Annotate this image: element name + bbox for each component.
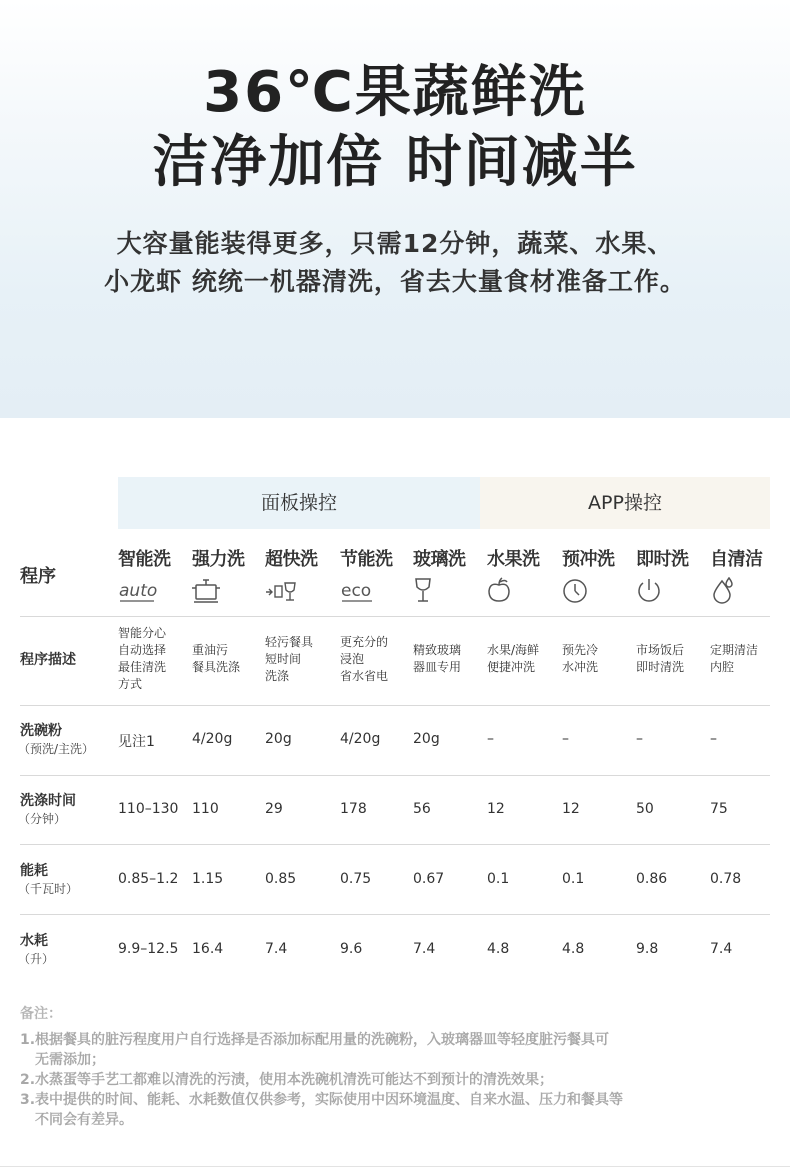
wash-time-value: 12 xyxy=(487,801,505,817)
detergent-value: 20g xyxy=(265,731,292,747)
description-eco: 更充分的 浸泡 省水省电 xyxy=(340,635,389,683)
wash-time-value: 12 xyxy=(562,801,580,817)
drops-icon xyxy=(710,577,770,605)
energy-value: 0.1 xyxy=(487,871,510,887)
energy-value: 0.1 xyxy=(562,871,585,887)
description-self-clean: 定期清洁 内腔 xyxy=(710,643,759,674)
panel-control-band: 面板操控 xyxy=(118,477,480,529)
description-quick: 轻污餐具 短时间 洗涤 xyxy=(265,635,314,683)
hero-title-line2: 洁净加倍 时间减半 xyxy=(152,130,638,195)
program-name: 智能洗 xyxy=(118,549,171,570)
hero-subtitle-line2: 小龙虾 统统一机器清洗，省去大量食材准备工作。 xyxy=(104,267,686,296)
row-divider xyxy=(20,705,770,706)
power-icon xyxy=(636,577,696,605)
energy-value: 0.78 xyxy=(710,871,742,887)
detergent-row-label: 洗碗粉 （预洗/主洗） xyxy=(18,723,95,756)
auto-icon xyxy=(118,577,178,605)
program-name: 玻璃洗 xyxy=(413,549,466,570)
quick-icon xyxy=(265,577,325,605)
water-value: 9.9–12.5 xyxy=(118,941,179,957)
program-name: 超快洗 xyxy=(265,549,318,570)
program-column-quick xyxy=(265,545,345,605)
hero-banner xyxy=(0,0,790,418)
program-name: 即时洗 xyxy=(636,549,689,570)
eco-icon xyxy=(340,577,400,605)
description-prerinse: 预先冷 水冲洗 xyxy=(562,643,599,674)
detergent-value: – xyxy=(562,731,569,747)
program-column-instant xyxy=(636,545,716,605)
program-column-power xyxy=(192,545,272,605)
svg-text:eco: eco xyxy=(341,581,372,601)
wash-time-value: 75 xyxy=(710,801,728,817)
water-value: 9.8 xyxy=(636,941,659,957)
program-column-eco xyxy=(340,545,420,605)
row-divider xyxy=(20,914,770,915)
water-value: 9.6 xyxy=(340,941,363,957)
program-column-smart xyxy=(118,545,198,605)
water-value: 4.8 xyxy=(562,941,585,957)
row-divider xyxy=(20,844,770,845)
energy-value: 1.15 xyxy=(192,871,224,887)
description-row-label: 程序描述 xyxy=(20,652,76,668)
note-item-3: 3.表中提供的时间、能耗、水耗数值仅供参考，实际使用中因环境温度、自来水温、压力和餐具等 不同会有差异。 xyxy=(20,1092,624,1128)
app-control-band: APP操控 xyxy=(480,477,770,529)
bottom-divider xyxy=(0,1166,790,1167)
program-column-glass xyxy=(413,545,493,605)
description-instant: 市场饭后 即时清洗 xyxy=(636,643,685,674)
hero-subtitle-line1: 大容量能装得更多，只需12分钟，蔬菜、水果、 xyxy=(116,229,674,258)
detergent-value: 见注1 xyxy=(118,734,155,750)
detergent-value: 4/20g xyxy=(192,731,233,747)
program-column-fruit xyxy=(487,545,567,605)
program-name: 节能洗 xyxy=(340,549,393,570)
wash-time-value: 110 xyxy=(192,801,219,817)
program-name: 自清洁 xyxy=(710,549,763,570)
detergent-value: – xyxy=(487,731,494,747)
program-header: 程序 xyxy=(20,566,56,587)
program-column-self-clean xyxy=(710,545,790,605)
program-column-prerinse xyxy=(562,545,642,605)
wash-time-value: 50 xyxy=(636,801,654,817)
water-value: 7.4 xyxy=(710,941,733,957)
energy-value: 0.86 xyxy=(636,871,668,887)
wash-time-value: 178 xyxy=(340,801,367,817)
svg-text:auto: auto xyxy=(119,581,158,601)
energy-value: 0.85 xyxy=(265,871,297,887)
row-divider xyxy=(20,775,770,776)
energy-value: 0.85–1.2 xyxy=(118,871,179,887)
description-power: 重油污 餐具洗涤 xyxy=(192,643,241,674)
water-value: 7.4 xyxy=(265,941,288,957)
wine-glass-icon xyxy=(413,577,473,605)
water-row-label: 水耗 （升） xyxy=(18,933,55,966)
water-value: 4.8 xyxy=(487,941,510,957)
detergent-value: – xyxy=(710,731,717,747)
program-name: 预冲洗 xyxy=(562,549,615,570)
description-glass: 精致玻璃 器皿专用 xyxy=(413,643,462,674)
wash-time-value: 29 xyxy=(265,801,283,817)
hero-title-line1: 36℃果蔬鲜洗 xyxy=(203,60,587,125)
note-item-1: 1.根据餐具的脏污程度用户自行选择是否添加标配用量的洗碗粉，入玻璃器皿等轻度脏污餐具可 无需添加； xyxy=(20,1032,610,1068)
pot-icon xyxy=(192,577,252,605)
description-smart: 智能分心 自动选择 最佳清洗 方式 xyxy=(118,626,167,691)
wash-time-row-label: 洗涤时间 （分钟） xyxy=(18,793,76,826)
notes-title: 备注： xyxy=(20,1006,62,1022)
energy-value: 0.67 xyxy=(413,871,445,887)
fruit-icon xyxy=(487,577,547,605)
note-item-2: 2.水蒸蛋等手艺工都难以清洗的污渍，使用本洗碗机清洗可能达不到预计的清洗效果； xyxy=(20,1072,554,1088)
detergent-value: 4/20g xyxy=(340,731,381,747)
detergent-value: 20g xyxy=(413,731,440,747)
water-value: 16.4 xyxy=(192,941,224,957)
detergent-value: – xyxy=(636,731,643,747)
program-name: 强力洗 xyxy=(192,549,245,570)
wash-time-value: 110–130 xyxy=(118,801,179,817)
wash-time-value: 56 xyxy=(413,801,431,817)
water-value: 7.4 xyxy=(413,941,436,957)
row-divider xyxy=(20,616,770,617)
energy-row-label: 能耗 （千瓦时） xyxy=(18,863,79,896)
timer-icon xyxy=(562,577,622,605)
energy-value: 0.75 xyxy=(340,871,372,887)
description-fruit: 水果/海鲜 便捷冲洗 xyxy=(487,643,540,674)
program-name: 水果洗 xyxy=(487,549,540,570)
